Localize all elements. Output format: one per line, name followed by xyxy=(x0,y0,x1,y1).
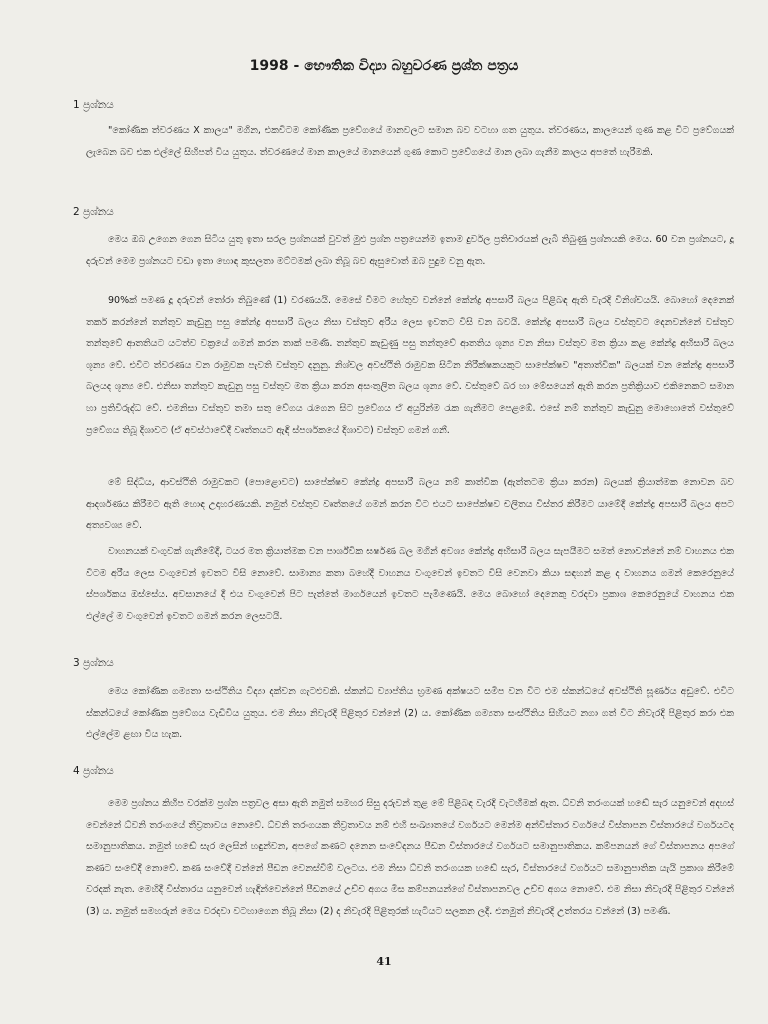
page-number: 41 xyxy=(376,955,392,968)
question-4-body xyxy=(86,793,734,945)
question-4-heading: 4 ප්‍රශ්නය xyxy=(73,765,114,777)
paragraph: 90%ක් පමණ දූ දරුවන් තෝරා තිබුණේ (1) වරණයයි. මෙසේ වීමට හේතුව වන්නේ කේන්ද්‍ර අපසාරී බලය පිළිබඳ ඇති වැරදි විනිශ්චයයි. බොහෝ දෙනෙක් තර්ක කරන්නේ තන්තුව කැඩුනු පසු කේන්ද්‍ර අපසාරී බලය නිසා වස්තුව අරීය ලෙස ඉවතට විසි වන බවයි. කේන්ද්‍ර අපසාරී බලය වස්තුවට දෙනවන්නේ වස්තුව තන්තුවේ ආතතියට යටත්ව වක්‍රයේ ගමන් කරන තාක් පමණි. තන්තුව කැඩුණු පසු තන්තුවේ ආතතිය ශූන්‍ය වන නිසා වස්තුව මත ක්‍රියා කළ කේන්ද්‍ර අභිසාරී බලය ශූන්‍ය වේ. එවිට ත්වරණය වන රාමුවක පැවති වස්තුව දනුනු. නිශ්චල අවස්ථිති රාමුවක සිටින නිරීක්ෂකයකුට සාපේක්ෂව "අතාත්වික" බලයක් වන කේන්ද්‍ර අපසාරී බලයද ශූන්‍ය වේ. එනිසා තන්තුව කැඩුනු පසු වස්තුව මත ක්‍රියා කරන අසංතුලිත බලය ශූන්‍ය වේ. වස්තුවේ බර හා මේසයෙන් ඇති කරන ප්‍රතික්‍රියාව එකිනෙකට සමාන හා ප්‍රතිවිරුද්ධ වේ. එමනිසා වස්තුව තමා සතු වේගය රැගෙන සිට ප්‍රවේගය ඒ අයුරින්ම රැක ගැනීමට පෙළඹේ. එසේ නම් තන්තුව කැඩුනු මොහොතේ වස්තුවේ ප්‍රවේගය තිබූ දිශාවට (ඒ අවස්ථාවේදී වෘත්තයට ඇඳි ස්පර්ශකයේ දිශාවට) වස්තුව ගමන් ගනී. xyxy=(86,295,734,436)
question-2-body-note xyxy=(86,472,734,537)
paragraph: මෙම ප්‍රශ්නය කිහිප වරක්ම ප්‍රශ්න පත්‍රවල අසා ඇති නමුත් සමහර සිසු දරුවන් තුළ මේ පිළිබඳ වැරදි වැටහීමක් ඇත. ධ්වනි තරංගයක් හඬේ සැර යනුවෙන් අදහස් වෙන්නේ ධ්වනි තරංගයේ තීව්‍රතාවය නොවේ. ධ්වනි තරංගයක තීව්‍රතාවය නම් එහි සංඛ්‍යාතයේ වර්ගයට මෙන්ම අන්විස්තාර වර්ගයේ විස්තාපන විස්තාරයේ වර්ගයටද සමානුපාතිකය. නමුත් හඬේ සැර ලෙසින් හඳුන්වන, අපගේ කණට දනෙන සංවේදනය පීඩන විස්තාරයේ වර්ගයට සමානුපාතිකය. කම්පනයන් ගේ විස්තාපනය අපගේ කණට සංවේදී නොවේ. කණ සංවේදී වන්නේ පීඩන වෙනස්වීම් වලටය. එම නිසා ධ්වනි තරංගයක හඬේ සැර, විස්තාරයේ වර්ගයට සමානුපාතික යැයි ප්‍රකාශ කිරීමේ වරදක් නැත. මෙහිදී විස්තාරය යනුවෙන් හැඳින්වෙන්නේ පීඩනයේ උච්ච අගය මිස කම්පනයන්ගේ විස්තාපනවල උච්ච අගය නොවේ. එම නිසා නිවැරදි පිළිතුර වන්නේ (3) ය. නමුත් සමහරුන් මෙය වරදවා වටහාගෙන තිබූ නිසා (2) ද නිවැරදි පිළිතුරක් හැටියට සලකන ලදී. එනමුත් නිවැරදි උත්තරය වන්නේ (3) පමණි. xyxy=(86,798,734,917)
paragraph: මේ සිද්ධිය, ආවස්ථිති රාමුවකට (පොළොවට) සාපේක්ෂව කේන්ද්‍ර අපසාරී බලය නම් කාත්වික (ඇත්තටම ක්‍රියා කරන) බලයක් ක්‍රියාත්මක නොවන බව ආදර්ශණය කිරීමට ඇති හොඳ උදාහරණයකි. නමුත් වස්තුව වෘත්තයේ ගමන් කරන විට එයට සාපේක්ෂව චලිතය විස්තර කිරීමට යාමේදී කේන්ද්‍ර අපසාරී බලය අපට අත්‍යවශ්‍ය වේ. xyxy=(86,477,734,532)
paragraph: වාහනයක් වංගුවක් ගැනීමේදී, ටයර මත ක්‍රියාත්මක වන පාර්ශ්වික ඝර්ෂණ බල මගින් අවශ්‍ය කේන්ද්‍ර අභිසාරී බලය සැපයීමට සමත් නොවන්නේ නම් වාහනය එක විටම අරීය ලෙස වංගුවෙන් ඉවතට විසි නොවේ. සාමාන්‍ය කතා බහේදී වාහනය වංගුවෙන් ඉවතට විසි වෙනවා කියා සඳහන් කළ ද වාහනය ගමන් කෙරෙනුයේ ස්පර්ශකය ඔස්සේය. අවසානයේ දී එය වංගුවෙන් පිට පැත්තේ මාර්ගයෙන් ඉවතට පැමිණෙයි. මෙය බොහෝ දෙනෙකු වරදවා ප්‍රකාශ කෙරෙනුයේ වාහනය එක එල්ලේ ම වංගුවෙන් ඉවතට ගමන් කරන ලෙසටයි. xyxy=(86,546,734,622)
question-2-body-main xyxy=(86,290,734,465)
paragraph: මෙය ඔබ උගෙන ගෙන සිටිය යුතු ඉතා සරල ප්‍රශ්නයක් වුවත් මුළු ප්‍රශ්න පත්‍රයෙන්ම ඉතාම දුර්වල ප්‍රතිචාරයක් ලැබී තිබුණු ප්‍රශ්නයකි මෙය. 60 වන ප්‍රශ්නයට, දූ දරුවන් මෙම ප්‍රශ්නයට වඩා ඉතා හොඳ කුසලතා මට්ටමක් ලබා තිබූ බව ඇසුවොත් ඔබ පුදුම වනු ඇත. xyxy=(86,234,734,267)
paragraph: "කෝණික ත්වරණය X කාලය" මගින, එකවිටම කෝණික ප්‍රවේගයේ මානවලට සමාන බව වටහා ගත යුතුය. ත්වරණය, කාලයෙන් ගුණ කළ විට ප්‍රවේගයක් ලැබෙන බව එක එල්ලේ සිහිපත් විය යුතුය. ත්වරණයේ මාන කාලයේ මානයෙන් ගුණ කොට ප්‍රවේගයේ මාන ලබා ගැනීම කාලය අපතේ හැරීමකි. xyxy=(86,125,734,158)
question-1-body xyxy=(86,120,734,185)
question-2-heading: 2 ප්‍රශ්නය xyxy=(73,206,114,218)
question-2-body-vehicle xyxy=(86,541,734,649)
paragraph: මෙය කෝණික ගම්‍යතා සංස්ථිතිය විද්‍යා දක්වන ගැටළුවකි. ස්කන්ධ ව්‍යාප්තිය භ්‍රමණ අක්ෂයට සමීප වන විට එම ස්කන්ධයේ අවස්ථිති ඝූර්ණය අඩුවේ. එවිට ස්කන්ධයේ කෝණික ප්‍රවේගය වැඩිවිය යුතුය. එම නිසා නිවැරදි පිළිතුර වන්නේ (2) ය. කෝණික ගම්‍යතා සංස්ථිතිය සිහියට නගා ගත් විට නිවැරදි පිළිතුර කරා එක එල්ලේම ළඟා විය හැක. xyxy=(86,686,734,741)
question-3-body xyxy=(86,681,734,746)
question-1-heading: 1 ප්‍රශ්නය xyxy=(73,99,114,111)
question-3-heading: 3 ප්‍රශ්නය xyxy=(73,657,114,669)
page-title: 1998 - භෞතික විද්‍යා බහුවරණ ප්‍රශ්න පත්‍රය xyxy=(249,58,519,74)
question-2-body-intro xyxy=(86,229,734,273)
